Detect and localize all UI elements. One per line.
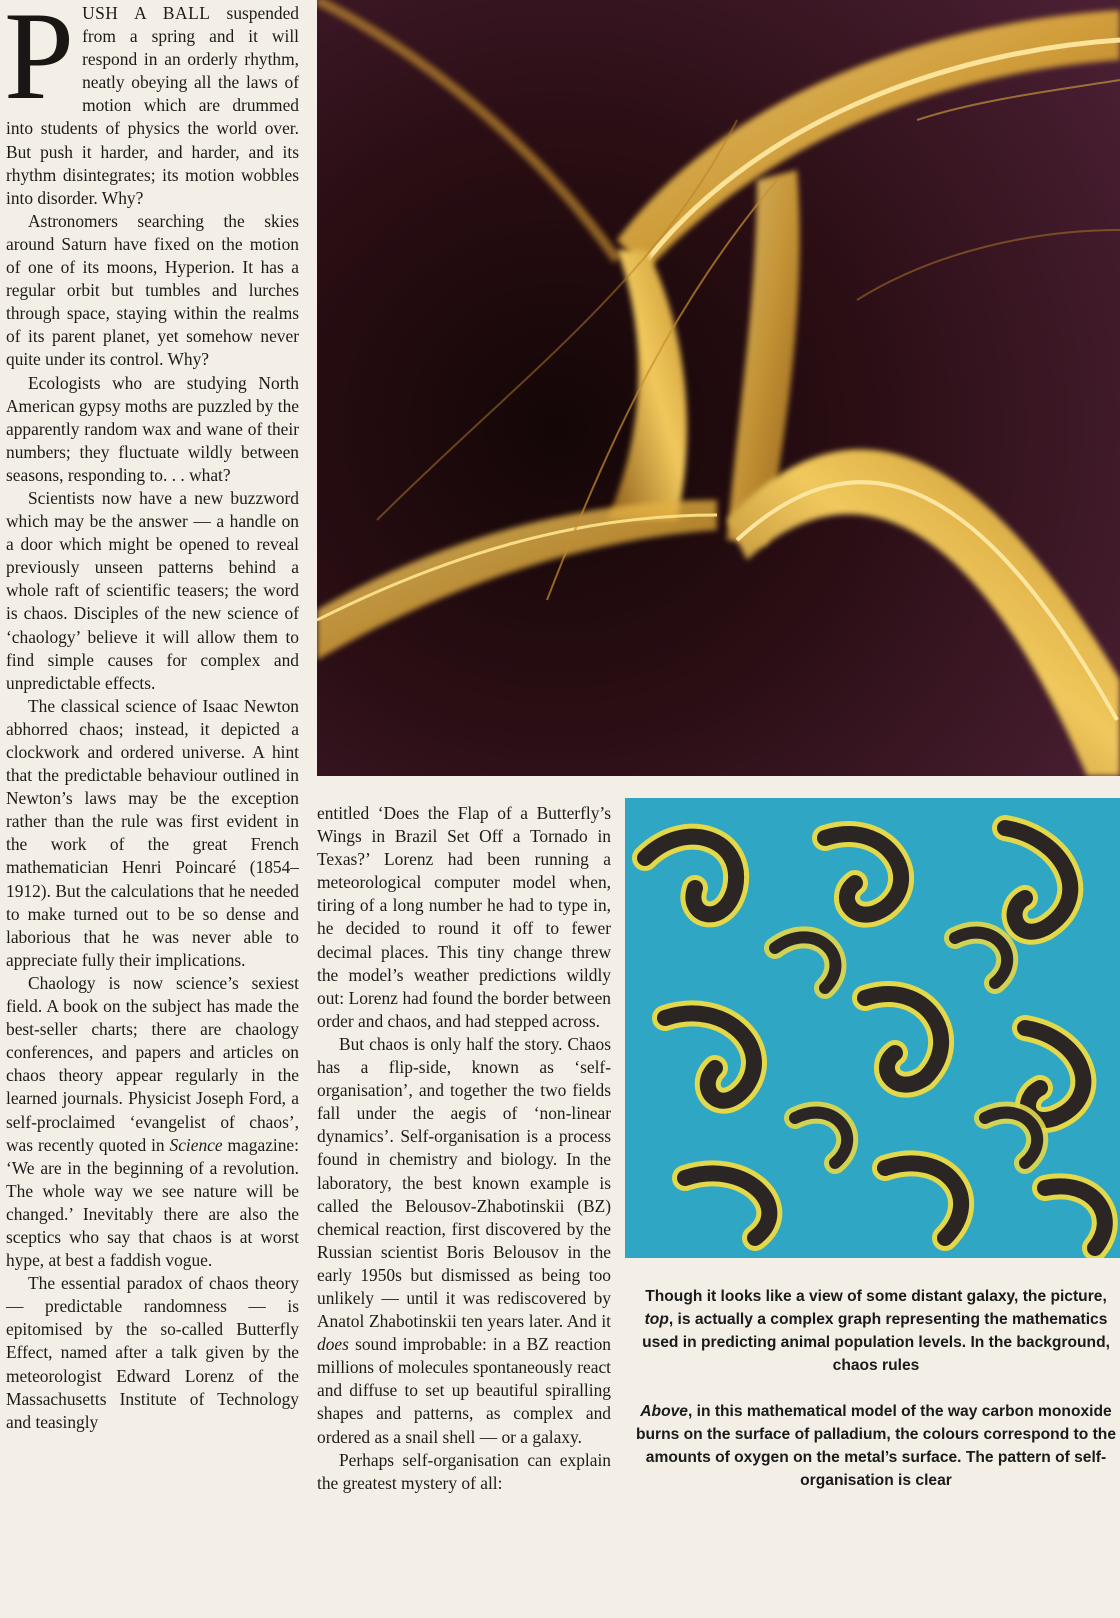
fractal-graph-image <box>317 0 1120 776</box>
paragraph-8: entitled ‘Does the Flap of a Butterfly’s Wings in Brazil Set Off a Tornado in Texas?’ Lorenz had been running a meteorological computer model when, tiring of a long number he had to type in, he decided to round it off to fewer decimal places. This tiny change threw the model’s weather predictions wildly out: Lorenz had found the border between order and chaos, and had stepped across. <box>317 803 611 1031</box>
paragraph-9-text-a: But chaos is only half the story. Chaos has a flip-side, known as ‘self-organisation’, and together the two fields fall under the aegis of ‘non-linear dynamics’. Self-organisation is a process found in chemistry and biology. In the laboratory, the best known example is called the Belousov-Zhabotinskii (BZ) chemical reaction, first discovered by the Russian scientist Boris Belousov in the early 1950s but dismissed as being too unlikely — until it was rediscovered by Anatol Zhabotinskii ten years later. And it <box>317 1033 611 1332</box>
paragraph-1 <box>6 2 299 210</box>
caption-a-text-post: , is actually a complex graph representing the mathematics used in predicting animal population levels. In the background, chaos rules <box>642 1311 1110 1374</box>
caption-above-emphasis: Above <box>640 1403 688 1420</box>
paragraph-2: Astronomers searching the skies around Saturn have fixed on the motion of one of its moons, Hyperion. It has a regular orbit but tumbles and lurches through space, staying within the realms of its parent planet, yet somehow never quite under its control. Why? <box>6 210 299 370</box>
caption-bottom-image <box>636 1400 1116 1492</box>
caption-top-emphasis: top <box>644 1311 669 1328</box>
paragraph-4: Scientists now have a new buzzword which may be the answer — a handle on a door which might be opened to reveal previously unseen patterns behind a whole raft of scientific teasers; the word is chaos. Disciples of the new science of ‘chaology’ believe it will allow them to find simple causes for complex and unpredictable effects. <box>6 487 299 693</box>
caption-b-text-post: , in this mathematical model of the way carbon monoxide burns on the surface of palladium, the colours correspond to the amounts of oxygen on the metal’s surface. The pattern of self-organisation is clear <box>636 1403 1116 1489</box>
caption-top-image <box>636 1285 1116 1377</box>
paragraph-10: Perhaps self-organisation can explain the greatest mystery of all: <box>317 1449 611 1493</box>
lead-in: USH A BALL <box>82 3 211 23</box>
self-organisation-pattern-art <box>625 798 1120 1258</box>
article-column-2 <box>317 802 611 1495</box>
paragraph-6-text-a: Chaology is now science’s sexiest field. A book on the subject has made the best-seller charts; there are chaology conferences, and papers and articles on chaos theory appear regularly in the learned journals. Physicist Joseph Ford, a self-proclaimed ‘evangelist of chaos’, was recently quoted in <box>6 972 299 1155</box>
caption-a-text-pre: Though it looks like a view of some distant galaxy, the picture, <box>645 1288 1107 1305</box>
paragraph-9 <box>317 1033 611 1449</box>
paragraph-3: Ecologists who are studying North American gypsy moths are puzzled by the apparently random wax and wane of their numbers; they fluctuate wildly between seasons, responding to. . . what? <box>6 372 299 485</box>
paragraph-5: The classical science of Isaac Newton abhorred chaos; instead, it depicted a clockwork and ordered universe. A hint that the predictable behaviour outlined in Newton’s laws may be the exception rather than the rule was first evident in the work of the great French mathematician Henri Poincaré (1854–1912). But the calculations that he needed to make turned out to be so dense and laborious that he was never able to appreciate fully their implications. <box>6 695 299 970</box>
paragraph-7: The essential paradox of chaos theory — predictable randomness — is epitomised by the so-called Butterfly Effect, named after a talk given by the meteorologist Edward Lorenz of the Massachusetts Institute of Technology and teasingly <box>6 1273 299 1432</box>
emphasis-does: does <box>317 1334 349 1355</box>
image-caption <box>636 1285 1116 1492</box>
article-column-1 <box>6 2 299 1434</box>
paragraph-6-text-b: magazine: ‘We are in the beginning of a revolution. The whole way we see nature will be changed.’ Inevitably there are also the sceptics who say that chaos is at worst hype, at best a faddish vogue. <box>6 1134 299 1271</box>
fractal-graph-art <box>317 0 1120 776</box>
science-magazine-title: Science <box>169 1134 223 1155</box>
drop-cap: P <box>4 0 75 126</box>
paragraph-6 <box>6 972 299 1272</box>
paragraph-9-text-b: sound improbable: in a BZ reaction millions of molecules spontaneously react and diffuse to set up beautiful spiralling shapes and patterns, as complex and ordered as a snail shell — or a galaxy. <box>317 1334 611 1447</box>
paragraph-1-text: suspended from a spring and it will respond in an orderly rhythm, neatly obeying all the laws of motion which are drummed into students of physics the world over. But push it harder, and harder, and its rhythm disintegrates; its motion wobbles into disorder. Why? <box>6 3 299 208</box>
self-organisation-pattern-image <box>625 798 1120 1258</box>
